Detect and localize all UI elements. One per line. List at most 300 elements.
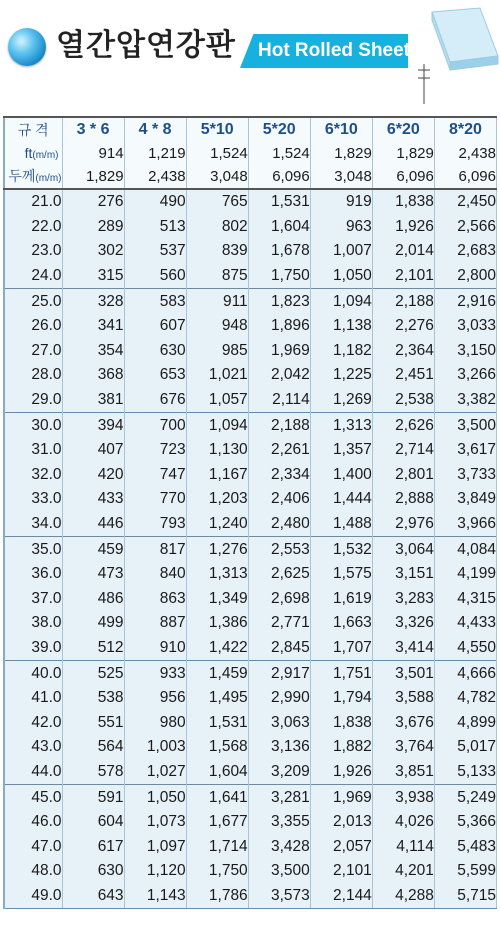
weight-cell: 910 <box>124 636 186 661</box>
weight-cell: 1,276 <box>186 537 248 562</box>
weight-cell: 839 <box>186 239 248 264</box>
weight-cell: 1,882 <box>310 735 372 760</box>
weight-cell: 499 <box>62 611 124 636</box>
row-group <box>4 537 497 661</box>
weight-cell: 354 <box>62 339 124 364</box>
weight-cell: 3,382 <box>434 388 496 413</box>
table-row <box>4 339 497 364</box>
weight-cell: 2,566 <box>434 215 496 240</box>
weight-cell: 1,094 <box>186 413 248 438</box>
weight-cell: 2,626 <box>372 413 434 438</box>
weight-cell: 3,064 <box>372 537 434 562</box>
weight-cell: 723 <box>124 438 186 463</box>
bullet-circle-icon <box>8 28 46 66</box>
weight-cell: 564 <box>62 735 124 760</box>
weight-cell: 407 <box>62 438 124 463</box>
weight-cell: 770 <box>124 487 186 512</box>
weight-cell: 747 <box>124 463 186 488</box>
weight-cell: 2,014 <box>372 239 434 264</box>
weight-cell: 911 <box>186 289 248 314</box>
column-length: 6,096 <box>434 164 496 189</box>
weight-cell: 328 <box>62 289 124 314</box>
weight-cell: 3,966 <box>434 512 496 537</box>
weight-cell: 2,261 <box>248 438 310 463</box>
weight-cell: 1,313 <box>186 562 248 587</box>
weight-cell: 5,599 <box>434 859 496 884</box>
weight-cell: 2,771 <box>248 611 310 636</box>
weight-cell: 2,101 <box>310 859 372 884</box>
weight-cell: 630 <box>124 339 186 364</box>
weight-cell: 2,917 <box>248 661 310 686</box>
weight-cell: 3,266 <box>434 363 496 388</box>
thickness-cell: 26.0 <box>4 314 62 339</box>
weight-cell: 525 <box>62 661 124 686</box>
ft-unit: (m/m) <box>32 150 59 161</box>
weight-cell: 3,764 <box>372 735 434 760</box>
column-width: 1,219 <box>124 142 186 164</box>
weight-cell: 793 <box>124 512 186 537</box>
column-length: 2,438 <box>124 164 186 189</box>
weight-cell: 3,500 <box>434 413 496 438</box>
weight-cell: 537 <box>124 239 186 264</box>
weight-cell: 676 <box>124 388 186 413</box>
weight-cell: 3,938 <box>372 785 434 810</box>
weight-cell: 1,714 <box>186 834 248 859</box>
weight-cell: 3,851 <box>372 760 434 785</box>
thickness-cell: 29.0 <box>4 388 62 413</box>
thickness-cell: 41.0 <box>4 686 62 711</box>
weight-cell: 1,751 <box>310 661 372 686</box>
column-length: 3,048 <box>310 164 372 189</box>
weight-cell: 617 <box>62 834 124 859</box>
row-group <box>4 661 497 785</box>
table-row <box>4 512 497 537</box>
weight-cell: 1,050 <box>310 264 372 289</box>
header-row-spec <box>4 117 497 142</box>
weight-cell: 1,444 <box>310 487 372 512</box>
weight-cell: 1,422 <box>186 636 248 661</box>
weight-cell: 2,042 <box>248 363 310 388</box>
weight-cell: 700 <box>124 413 186 438</box>
weight-cell: 1,269 <box>310 388 372 413</box>
weight-cell: 1,568 <box>186 735 248 760</box>
table-row <box>4 562 497 587</box>
table-row <box>4 463 497 488</box>
thickness-cell: 31.0 <box>4 438 62 463</box>
table-row <box>4 686 497 711</box>
thickness-cell: 49.0 <box>4 884 62 909</box>
weight-cell: 583 <box>124 289 186 314</box>
weight-cell: 4,315 <box>434 587 496 612</box>
weight-cell: 2,188 <box>372 289 434 314</box>
weight-cell: 1,575 <box>310 562 372 587</box>
thickness-cell: 39.0 <box>4 636 62 661</box>
header-row-width <box>4 142 497 164</box>
weight-cell: 3,283 <box>372 587 434 612</box>
weight-cell: 276 <box>62 189 124 215</box>
weight-cell: 420 <box>62 463 124 488</box>
weight-cell: 3,063 <box>248 710 310 735</box>
weight-cell: 1,143 <box>124 884 186 909</box>
weight-cell: 1,750 <box>186 859 248 884</box>
weight-cell: 551 <box>62 710 124 735</box>
column-size: 6*10 <box>310 117 372 142</box>
weight-cell: 840 <box>124 562 186 587</box>
weight-cell: 2,188 <box>248 413 310 438</box>
thickness-cell: 32.0 <box>4 463 62 488</box>
weight-cell: 4,666 <box>434 661 496 686</box>
column-width: 1,829 <box>372 142 434 164</box>
weight-cell: 956 <box>124 686 186 711</box>
table-row <box>4 785 497 810</box>
weight-cell: 1,138 <box>310 314 372 339</box>
weight-cell: 1,073 <box>124 810 186 835</box>
weight-cell: 3,501 <box>372 661 434 686</box>
weight-cell: 3,588 <box>372 686 434 711</box>
weight-cell: 4,114 <box>372 834 434 859</box>
weight-cell: 4,288 <box>372 884 434 909</box>
weight-cell: 4,550 <box>434 636 496 661</box>
weight-cell: 1,120 <box>124 859 186 884</box>
weight-cell: 1,926 <box>310 760 372 785</box>
thickness-cell: 34.0 <box>4 512 62 537</box>
weight-cell: 919 <box>310 189 372 215</box>
weight-cell: 1,619 <box>310 587 372 612</box>
column-size: 6*20 <box>372 117 434 142</box>
weight-cell: 1,969 <box>248 339 310 364</box>
weight-cell: 591 <box>62 785 124 810</box>
thickness-cell: 37.0 <box>4 587 62 612</box>
table-row <box>4 264 497 289</box>
column-length: 1,829 <box>62 164 124 189</box>
weight-cell: 1,021 <box>186 363 248 388</box>
weight-cell: 4,782 <box>434 686 496 711</box>
weight-cell: 302 <box>62 239 124 264</box>
weight-cell: 875 <box>186 264 248 289</box>
weight-cell: 1,663 <box>310 611 372 636</box>
weight-cell: 315 <box>62 264 124 289</box>
table-row <box>4 760 497 785</box>
weight-cell: 1,641 <box>186 785 248 810</box>
thickness-cell: 28.0 <box>4 363 62 388</box>
table-row <box>4 661 497 686</box>
thickness-cell: 22.0 <box>4 215 62 240</box>
weight-cell: 643 <box>62 884 124 909</box>
weight-cell: 1,386 <box>186 611 248 636</box>
weight-cell: 446 <box>62 512 124 537</box>
weight-cell: 4,026 <box>372 810 434 835</box>
weight-cell: 1,786 <box>186 884 248 909</box>
thickness-cell: 40.0 <box>4 661 62 686</box>
table-row <box>4 636 497 661</box>
weight-cell: 1,495 <box>186 686 248 711</box>
weight-cell: 4,201 <box>372 859 434 884</box>
table-row <box>4 587 497 612</box>
weight-cell: 3,414 <box>372 636 434 661</box>
weight-cell: 3,209 <box>248 760 310 785</box>
thickness-cell: 43.0 <box>4 735 62 760</box>
weight-table <box>3 116 497 909</box>
weight-cell: 817 <box>124 537 186 562</box>
weight-cell: 2,480 <box>248 512 310 537</box>
weight-cell: 1,182 <box>310 339 372 364</box>
weight-cell: 4,084 <box>434 537 496 562</box>
weight-cell: 2,144 <box>310 884 372 909</box>
weight-cell: 1,057 <box>186 388 248 413</box>
ft-label <box>4 142 62 164</box>
weight-cell: 1,532 <box>310 537 372 562</box>
weight-cell: 630 <box>62 859 124 884</box>
weight-cell: 1,097 <box>124 834 186 859</box>
row-group <box>4 189 497 289</box>
column-width: 1,524 <box>186 142 248 164</box>
weight-cell: 1,604 <box>248 215 310 240</box>
weight-cell: 985 <box>186 339 248 364</box>
weight-cell: 490 <box>124 189 186 215</box>
thickness-cell: 24.0 <box>4 264 62 289</box>
weight-cell: 2,101 <box>372 264 434 289</box>
weight-cell: 486 <box>62 587 124 612</box>
weight-cell: 1,678 <box>248 239 310 264</box>
weight-cell: 3,151 <box>372 562 434 587</box>
sheet-icon <box>410 4 500 108</box>
thickness-cell: 30.0 <box>4 413 62 438</box>
column-size: 3 * 6 <box>62 117 124 142</box>
row-group <box>4 785 497 909</box>
weight-cell: 1,750 <box>248 264 310 289</box>
thickness-unit: (m/m) <box>35 173 62 184</box>
weight-cell: 512 <box>62 636 124 661</box>
weight-cell: 2,698 <box>248 587 310 612</box>
weight-cell: 1,823 <box>248 289 310 314</box>
weight-cell: 1,531 <box>186 710 248 735</box>
weight-cell: 980 <box>124 710 186 735</box>
table-row <box>4 438 497 463</box>
header-row-length <box>4 164 497 189</box>
weight-cell: 1,677 <box>186 810 248 835</box>
weight-cell: 1,357 <box>310 438 372 463</box>
weight-cell: 1,203 <box>186 487 248 512</box>
weight-cell: 513 <box>124 215 186 240</box>
weight-cell: 607 <box>124 314 186 339</box>
weight-cell: 2,916 <box>434 289 496 314</box>
weight-cell: 2,990 <box>248 686 310 711</box>
weight-cell: 2,888 <box>372 487 434 512</box>
table-row <box>4 388 497 413</box>
weight-cell: 1,604 <box>186 760 248 785</box>
table-row <box>4 834 497 859</box>
weight-cell: 1,225 <box>310 363 372 388</box>
column-size: 4 * 8 <box>124 117 186 142</box>
weight-cell: 2,451 <box>372 363 434 388</box>
thickness-cell: 47.0 <box>4 834 62 859</box>
weight-cell: 4,899 <box>434 710 496 735</box>
weight-cell: 1,707 <box>310 636 372 661</box>
weight-cell: 5,366 <box>434 810 496 835</box>
table-row <box>4 363 497 388</box>
table-row <box>4 413 497 438</box>
weight-cell: 948 <box>186 314 248 339</box>
column-size: 8*20 <box>434 117 496 142</box>
weight-cell: 2,364 <box>372 339 434 364</box>
weight-cell: 2,625 <box>248 562 310 587</box>
weight-cell: 433 <box>62 487 124 512</box>
column-width: 1,829 <box>310 142 372 164</box>
weight-cell: 1,488 <box>310 512 372 537</box>
weight-cell: 3,733 <box>434 463 496 488</box>
weight-cell: 3,033 <box>434 314 496 339</box>
weight-cell: 1,050 <box>124 785 186 810</box>
table-row <box>4 735 497 760</box>
weight-cell: 3,617 <box>434 438 496 463</box>
weight-cell: 2,114 <box>248 388 310 413</box>
weight-cell: 394 <box>62 413 124 438</box>
thickness-cell: 35.0 <box>4 537 62 562</box>
thickness-cell: 38.0 <box>4 611 62 636</box>
weight-cell: 1,896 <box>248 314 310 339</box>
weight-cell: 2,801 <box>372 463 434 488</box>
weight-cell: 5,017 <box>434 735 496 760</box>
table-row <box>4 189 497 215</box>
weight-cell: 1,349 <box>186 587 248 612</box>
weight-cell: 1,838 <box>310 710 372 735</box>
row-group <box>4 413 497 537</box>
thickness-cell: 45.0 <box>4 785 62 810</box>
weight-cell: 2,976 <box>372 512 434 537</box>
weight-cell: 5,483 <box>434 834 496 859</box>
page-subtitle: Hot Rolled Sheet <box>258 40 411 61</box>
table-row <box>4 289 497 314</box>
weight-cell: 2,683 <box>434 239 496 264</box>
weight-cell: 3,573 <box>248 884 310 909</box>
table-row <box>4 487 497 512</box>
weight-cell: 887 <box>124 611 186 636</box>
weight-cell: 560 <box>124 264 186 289</box>
thickness-cell: 36.0 <box>4 562 62 587</box>
weight-cell: 5,133 <box>434 760 496 785</box>
weight-cell: 2,800 <box>434 264 496 289</box>
weight-cell: 2,450 <box>434 189 496 215</box>
column-width: 1,524 <box>248 142 310 164</box>
column-size: 5*10 <box>186 117 248 142</box>
weight-cell: 3,326 <box>372 611 434 636</box>
weight-cell: 3,676 <box>372 710 434 735</box>
weight-cell: 2,334 <box>248 463 310 488</box>
weight-cell: 2,013 <box>310 810 372 835</box>
table-row <box>4 537 497 562</box>
table-row <box>4 884 497 909</box>
weight-cell: 933 <box>124 661 186 686</box>
weight-cell: 3,355 <box>248 810 310 835</box>
weight-cell: 1,167 <box>186 463 248 488</box>
thickness-cell: 33.0 <box>4 487 62 512</box>
weight-cell: 473 <box>62 562 124 587</box>
weight-cell: 1,027 <box>124 760 186 785</box>
weight-cell: 3,150 <box>434 339 496 364</box>
page-header <box>0 0 500 110</box>
thickness-cell: 25.0 <box>4 289 62 314</box>
weight-cell: 2,057 <box>310 834 372 859</box>
table-row <box>4 239 497 264</box>
column-width: 2,438 <box>434 142 496 164</box>
weight-cell: 1,794 <box>310 686 372 711</box>
weight-cell: 1,007 <box>310 239 372 264</box>
weight-cell: 963 <box>310 215 372 240</box>
weight-cell: 2,553 <box>248 537 310 562</box>
weight-cell: 5,249 <box>434 785 496 810</box>
weight-cell: 3,500 <box>248 859 310 884</box>
table-row <box>4 810 497 835</box>
column-length: 6,096 <box>372 164 434 189</box>
thickness-cell: 46.0 <box>4 810 62 835</box>
weight-cell: 1,003 <box>124 735 186 760</box>
weight-cell: 5,715 <box>434 884 496 909</box>
ft-label-text: ft <box>24 145 33 161</box>
weight-cell: 368 <box>62 363 124 388</box>
table-row <box>4 215 497 240</box>
weight-cell: 538 <box>62 686 124 711</box>
weight-cell: 341 <box>62 314 124 339</box>
weight-cell: 1,838 <box>372 189 434 215</box>
thickness-cell: 23.0 <box>4 239 62 264</box>
table-row <box>4 611 497 636</box>
column-width: 914 <box>62 142 124 164</box>
weight-cell: 1,400 <box>310 463 372 488</box>
weight-cell: 1,926 <box>372 215 434 240</box>
weight-cell: 1,313 <box>310 413 372 438</box>
weight-cell: 3,281 <box>248 785 310 810</box>
weight-cell: 4,433 <box>434 611 496 636</box>
column-length: 3,048 <box>186 164 248 189</box>
weight-cell: 459 <box>62 537 124 562</box>
thickness-cell: 27.0 <box>4 339 62 364</box>
weight-cell: 604 <box>62 810 124 835</box>
weight-cell: 3,428 <box>248 834 310 859</box>
weight-cell: 765 <box>186 189 248 215</box>
thickness-label-text: 두께 <box>8 168 36 184</box>
column-length: 6,096 <box>248 164 310 189</box>
weight-cell: 802 <box>186 215 248 240</box>
weight-cell: 289 <box>62 215 124 240</box>
spec-label: 규 격 <box>4 117 62 142</box>
weight-cell: 2,714 <box>372 438 434 463</box>
weight-cell: 1,130 <box>186 438 248 463</box>
thickness-cell: 48.0 <box>4 859 62 884</box>
table-row <box>4 710 497 735</box>
weight-cell: 4,199 <box>434 562 496 587</box>
thickness-cell: 42.0 <box>4 710 62 735</box>
weight-cell: 863 <box>124 587 186 612</box>
page-title: 열간압연강판 <box>56 29 236 62</box>
weight-cell: 1,459 <box>186 661 248 686</box>
weight-cell: 653 <box>124 363 186 388</box>
table-row <box>4 859 497 884</box>
weight-cell: 1,531 <box>248 189 310 215</box>
weight-cell: 2,845 <box>248 636 310 661</box>
row-group <box>4 289 497 413</box>
weight-cell: 578 <box>62 760 124 785</box>
weight-cell: 2,406 <box>248 487 310 512</box>
weight-cell: 2,276 <box>372 314 434 339</box>
thickness-cell: 44.0 <box>4 760 62 785</box>
weight-cell: 2,538 <box>372 388 434 413</box>
table-row <box>4 314 497 339</box>
thickness-cell: 21.0 <box>4 189 62 215</box>
thickness-label <box>4 164 62 189</box>
weight-cell: 1,240 <box>186 512 248 537</box>
weight-cell: 3,849 <box>434 487 496 512</box>
weight-cell: 3,136 <box>248 735 310 760</box>
